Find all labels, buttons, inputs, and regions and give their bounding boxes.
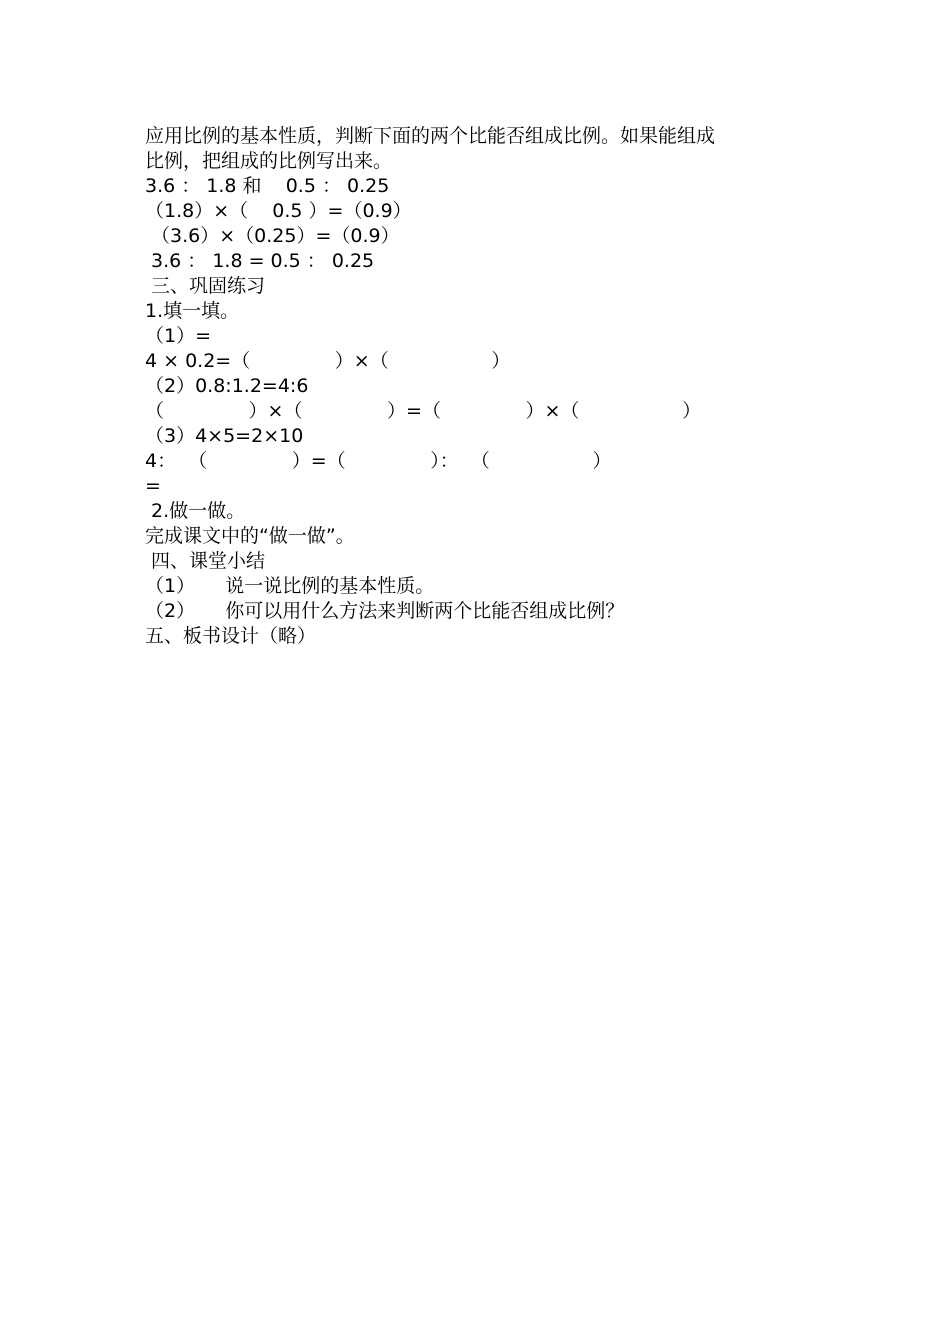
product-line-2: （3.6）×（0.25）=（0.9） <box>145 225 400 247</box>
exercise-1-blanks: 4 × 0.2=（ ）×（ ） <box>145 350 511 372</box>
equals-line: = <box>145 475 161 497</box>
proportion-line: 3.6 ： 1.8 = 0.5 ： 0.25 <box>145 250 375 272</box>
exercise-do-text: 完成课文中的“做一做”。 <box>145 525 355 547</box>
exercise-3-label: （3）4×5=2×10 <box>145 425 304 447</box>
exercise-2-blanks: （ ）×（ ）=（ ）×（ ） <box>145 400 702 422</box>
intro-line-2: 比例，把组成的比例写出来。 <box>145 150 393 172</box>
exercise-do-title: 2.做一做。 <box>145 500 246 522</box>
intro-line-1: 应用比例的基本性质，判断下面的两个比能否组成比例。如果能组成 <box>145 125 716 147</box>
section-heading-practice: 三、巩固练习 <box>145 275 266 297</box>
summary-item-2: （2） 你可以用什么方法来判断两个比能否组成比例？ <box>145 600 625 622</box>
ratio-pair-line: 3.6 ： 1.8 和 0.5 ： 0.25 <box>145 175 390 197</box>
exercise-2-label: （2）0.8:1.2=4:6 <box>145 375 309 397</box>
exercise-1-label: （1）= <box>145 325 212 347</box>
product-line-1: （1.8）×（ 0.5 ）=（0.9） <box>145 200 412 222</box>
section-heading-board: 五、板书设计（略） <box>145 625 317 647</box>
exercise-3-blanks: 4： （ ）=（ ）： （ ） <box>145 450 612 472</box>
section-heading-summary: 四、课堂小结 <box>145 550 266 572</box>
exercise-fill-title: 1.填一填。 <box>145 300 240 322</box>
summary-item-1: （1） 说一说比例的基本性质。 <box>145 575 435 597</box>
